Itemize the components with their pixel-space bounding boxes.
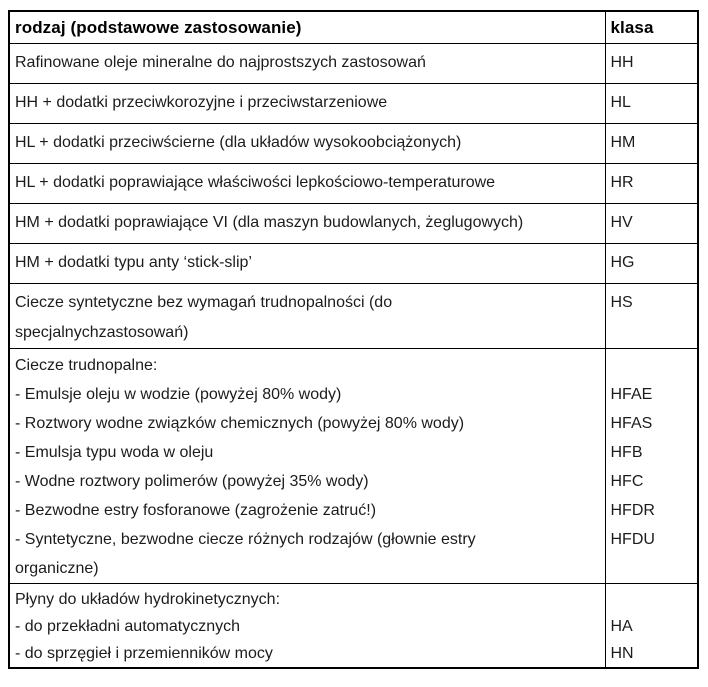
type-text: Płyny do układów hydrokinetycznych: xyxy=(15,591,281,608)
class-code: HR xyxy=(610,174,634,191)
class-code: HFB xyxy=(610,444,643,461)
class-cell xyxy=(605,204,698,244)
fluid-classification-table xyxy=(8,10,699,669)
type-text: Ciecze trudnopalne: xyxy=(15,357,158,374)
header-label-klasa: klasa xyxy=(610,18,654,37)
type-text: - Bezwodne estry fosforanowe (zagrożenie zatruć!) xyxy=(15,502,377,519)
type-text: - do sprzęgieł i przemienników mocy xyxy=(15,645,273,662)
type-cell xyxy=(9,124,605,164)
type-text: HM + dodatki poprawiające VI (dla maszyn budowlanych, żeglugowych) xyxy=(15,214,524,231)
class-code: HN xyxy=(610,645,634,662)
row-hl xyxy=(9,84,698,124)
type-text: Ciecze syntetyczne bez wymagań trudnopalności (do xyxy=(15,294,393,311)
type-cell xyxy=(9,204,605,244)
row-hydrokinetic-group xyxy=(9,584,698,669)
type-text: HH + dodatki przeciwkorozyjne i przeciwstarzeniowe xyxy=(15,94,388,111)
row-hr xyxy=(9,164,698,204)
class-code: HL xyxy=(610,94,631,111)
type-cell xyxy=(9,164,605,204)
type-cell xyxy=(9,84,605,124)
type-text: organiczne) xyxy=(15,560,99,577)
type-cell xyxy=(9,44,605,84)
row-hv xyxy=(9,204,698,244)
class-code: HG xyxy=(610,254,635,271)
class-code: HFAS xyxy=(610,415,653,432)
class-code: HFC xyxy=(610,473,644,490)
class-cell xyxy=(605,349,698,584)
type-cell xyxy=(9,584,605,669)
type-cell xyxy=(9,244,605,284)
class-code: HFDR xyxy=(610,502,655,519)
type-text: - do przekładni automatycznych xyxy=(15,618,240,635)
class-cell xyxy=(605,44,698,84)
type-text: HL + dodatki poprawiające właściwości lepkościowo-temperaturowe xyxy=(15,174,496,191)
class-cell xyxy=(605,584,698,669)
header-row xyxy=(9,11,698,44)
type-text: - Syntetyczne, bezwodne ciecze różnych rodzajów (głownie estry xyxy=(15,531,476,548)
header-cell-klasa xyxy=(605,11,698,44)
header-label-rodzaj: rodzaj (podstawowe zastosowanie) xyxy=(15,18,302,37)
row-hh xyxy=(9,44,698,84)
header-cell-rodzaj xyxy=(9,11,605,44)
class-cell xyxy=(605,164,698,204)
row-hm xyxy=(9,124,698,164)
type-text: HL + dodatki przeciwścierne (dla układów wysokoobciążonych) xyxy=(15,134,462,151)
row-hg xyxy=(9,244,698,284)
type-cell xyxy=(9,284,605,349)
type-text: - Emulsje oleju w wodzie (powyżej 80% wody) xyxy=(15,386,342,403)
class-cell xyxy=(605,84,698,124)
class-cell xyxy=(605,124,698,164)
row-hs xyxy=(9,284,698,349)
class-code: HH xyxy=(610,54,634,71)
class-cell xyxy=(605,284,698,349)
type-text: - Wodne roztwory polimerów (powyżej 35% wody) xyxy=(15,473,369,490)
type-text: - Emulsja typu woda w oleju xyxy=(15,444,214,461)
type-cell xyxy=(9,349,605,584)
class-code: HS xyxy=(610,294,633,311)
type-text: specjalnychzastosowań) xyxy=(15,324,189,341)
class-code: HFAE xyxy=(610,386,653,403)
class-cell xyxy=(605,244,698,284)
type-text: HM + dodatki typu anty ‘stick-slip’ xyxy=(15,254,252,271)
class-code: HV xyxy=(610,214,633,231)
type-text: Rafinowane oleje mineralne do najprostszych zastosowań xyxy=(15,54,426,71)
type-text: - Roztwory wodne związków chemicznych (powyżej 80% wody) xyxy=(15,415,465,432)
row-hf-group xyxy=(9,349,698,584)
class-code: HFDU xyxy=(610,531,655,548)
class-code: HM xyxy=(610,134,636,151)
class-code: HA xyxy=(610,618,633,635)
